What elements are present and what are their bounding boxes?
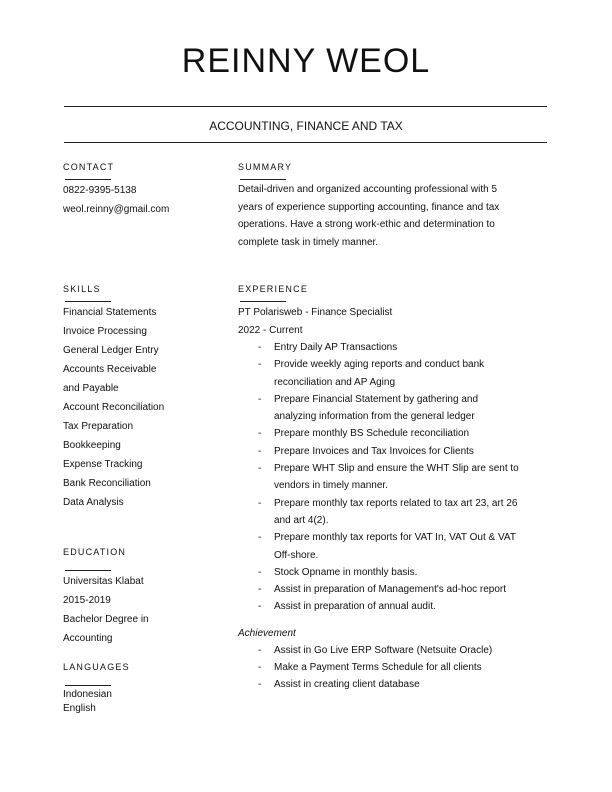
bullet-text: Provide weekly aging reports and conduct bank xyxy=(274,359,485,371)
bullet-text: Assist in Go Live ERP Software (Netsuite Oracle) xyxy=(274,644,493,656)
bullet-text: Assist in creating client database xyxy=(274,679,420,691)
duty-line xyxy=(238,391,479,408)
bullet-text: analyzing information from the general ledger xyxy=(274,411,475,423)
summary-line: years of experience supporting accounting, finance and tax xyxy=(238,201,500,213)
bullet-dash: - xyxy=(258,393,262,405)
education-line: Universitas Klabat xyxy=(63,576,144,587)
bullet-text: Off-shore. xyxy=(274,549,319,561)
duty-line xyxy=(238,512,392,529)
job-title: PT Polarisweb - Finance Specialist xyxy=(238,307,393,318)
candidate-name: REINNY WEOL xyxy=(181,42,431,80)
heading-underline xyxy=(65,179,111,180)
divider xyxy=(64,142,547,143)
bullet-dash: - xyxy=(258,566,262,578)
divider xyxy=(64,106,547,107)
bullet-text: Prepare monthly tax reports related to tax art 23, art 26 xyxy=(274,497,518,509)
achievement-item xyxy=(238,659,482,676)
bullet-text: Prepare monthly tax reports for VAT In, VAT Out & VAT xyxy=(274,532,516,544)
language-item: Indonesian xyxy=(63,689,112,700)
bullet-dash: - xyxy=(258,584,262,596)
duty-line xyxy=(238,443,474,460)
heading-underline xyxy=(240,179,286,180)
candidate-title: ACCOUNTING, FINANCE AND TAX xyxy=(209,119,403,133)
bullet-text: Stock Opname in monthly basis. xyxy=(274,566,418,578)
heading-underline xyxy=(240,301,286,302)
bullet-text: and art 4(2). xyxy=(274,514,329,526)
duty-line xyxy=(238,495,518,512)
skill-item: Account Reconciliation xyxy=(63,402,165,413)
experience-section xyxy=(238,284,519,694)
skill-item: and Payable xyxy=(63,383,119,394)
bullet-text: Assist in preparation of Management's ad-hoc report xyxy=(274,584,507,596)
duty-line xyxy=(238,529,516,546)
bullet-text: Entry Daily AP Transactions xyxy=(274,342,398,353)
bullet-text: Prepare WHT Slip and ensure the WHT Slip are sent to xyxy=(274,463,519,475)
bullet-dash: - xyxy=(258,532,262,544)
skill-item: Bookkeeping xyxy=(63,440,121,451)
duty-line xyxy=(238,408,475,425)
heading-underline xyxy=(65,301,111,302)
bullet-text: vendors in timely manner. xyxy=(274,480,388,492)
skill-item: Bank Reconciliation xyxy=(63,478,151,489)
duty-line xyxy=(238,581,507,598)
achievement-item xyxy=(238,642,493,659)
bullet-text: Make a Payment Terms Schedule for all clients xyxy=(274,662,482,674)
languages-heading: LANGUAGES xyxy=(63,662,130,672)
contact-section xyxy=(63,162,169,219)
bullet-dash: - xyxy=(258,445,262,457)
education-line: Accounting xyxy=(63,633,113,644)
duty-line xyxy=(238,460,519,477)
duty-line xyxy=(238,547,392,564)
bullet-dash: - xyxy=(258,662,262,674)
duty-line xyxy=(238,564,418,581)
bullet-dash: - xyxy=(258,601,262,613)
bullet-text: Prepare monthly BS Schedule reconciliation xyxy=(274,428,470,440)
education-line: 2015-2019 xyxy=(63,595,111,606)
skill-item: Tax Preparation xyxy=(63,421,134,432)
duty-line xyxy=(238,356,485,373)
contact-heading: CONTACT xyxy=(63,162,115,172)
language-item: English xyxy=(63,703,96,714)
bullet-dash: - xyxy=(258,359,262,371)
duty-line xyxy=(238,339,398,356)
bullet-dash: - xyxy=(258,428,262,440)
skill-item: Financial Statements xyxy=(63,307,157,318)
skills-heading: SKILLS xyxy=(63,284,101,294)
bullet-dash: - xyxy=(258,679,262,691)
education-line: Bachelor Degree in xyxy=(63,614,149,625)
experience-heading: EXPERIENCE xyxy=(238,284,309,294)
summary-line: operations. Have a strong work-ethic and determination to xyxy=(238,219,495,231)
bullet-dash: - xyxy=(258,463,262,475)
skill-item: Accounts Receivable xyxy=(63,364,157,375)
skills-section xyxy=(63,284,164,512)
bullet-text: Assist in preparation of annual audit. xyxy=(274,601,436,613)
summary-line: Detail-driven and organized accounting professional with 5 xyxy=(238,184,498,195)
education-heading: EDUCATION xyxy=(63,547,127,557)
email: weol.reinny@gmail.com xyxy=(63,204,170,215)
skill-item: Invoice Processing xyxy=(63,326,147,337)
duty-line xyxy=(238,374,396,391)
bullet-dash: - xyxy=(258,497,262,509)
achievement-item xyxy=(238,676,420,693)
heading-underline xyxy=(65,570,111,571)
duty-line xyxy=(238,425,470,442)
achievement-heading: Achievement xyxy=(238,627,296,639)
summary-line: complete task in timely manner. xyxy=(238,237,379,249)
heading-underline xyxy=(65,685,111,686)
bullet-text: Prepare Financial Statement by gathering and xyxy=(274,393,479,405)
skill-item: General Ledger Entry xyxy=(63,345,159,356)
phone: 0822-9395-5138 xyxy=(63,185,137,196)
bullet-text: reconciliation and AP Aging xyxy=(274,376,396,388)
summary-section xyxy=(238,162,499,252)
bullet-dash: - xyxy=(258,644,262,656)
bullet-text: Prepare Invoices and Tax Invoices for Clients xyxy=(274,445,474,457)
skill-item: Expense Tracking xyxy=(63,459,143,470)
job-period: 2022 - Current xyxy=(238,325,303,336)
languages-section xyxy=(63,662,130,717)
duty-line xyxy=(238,598,436,615)
bullet-dash: - xyxy=(258,342,262,353)
education-section xyxy=(63,547,149,648)
skill-item: Data Analysis xyxy=(63,497,124,508)
summary-heading: SUMMARY xyxy=(238,162,293,172)
duty-line xyxy=(238,477,392,494)
